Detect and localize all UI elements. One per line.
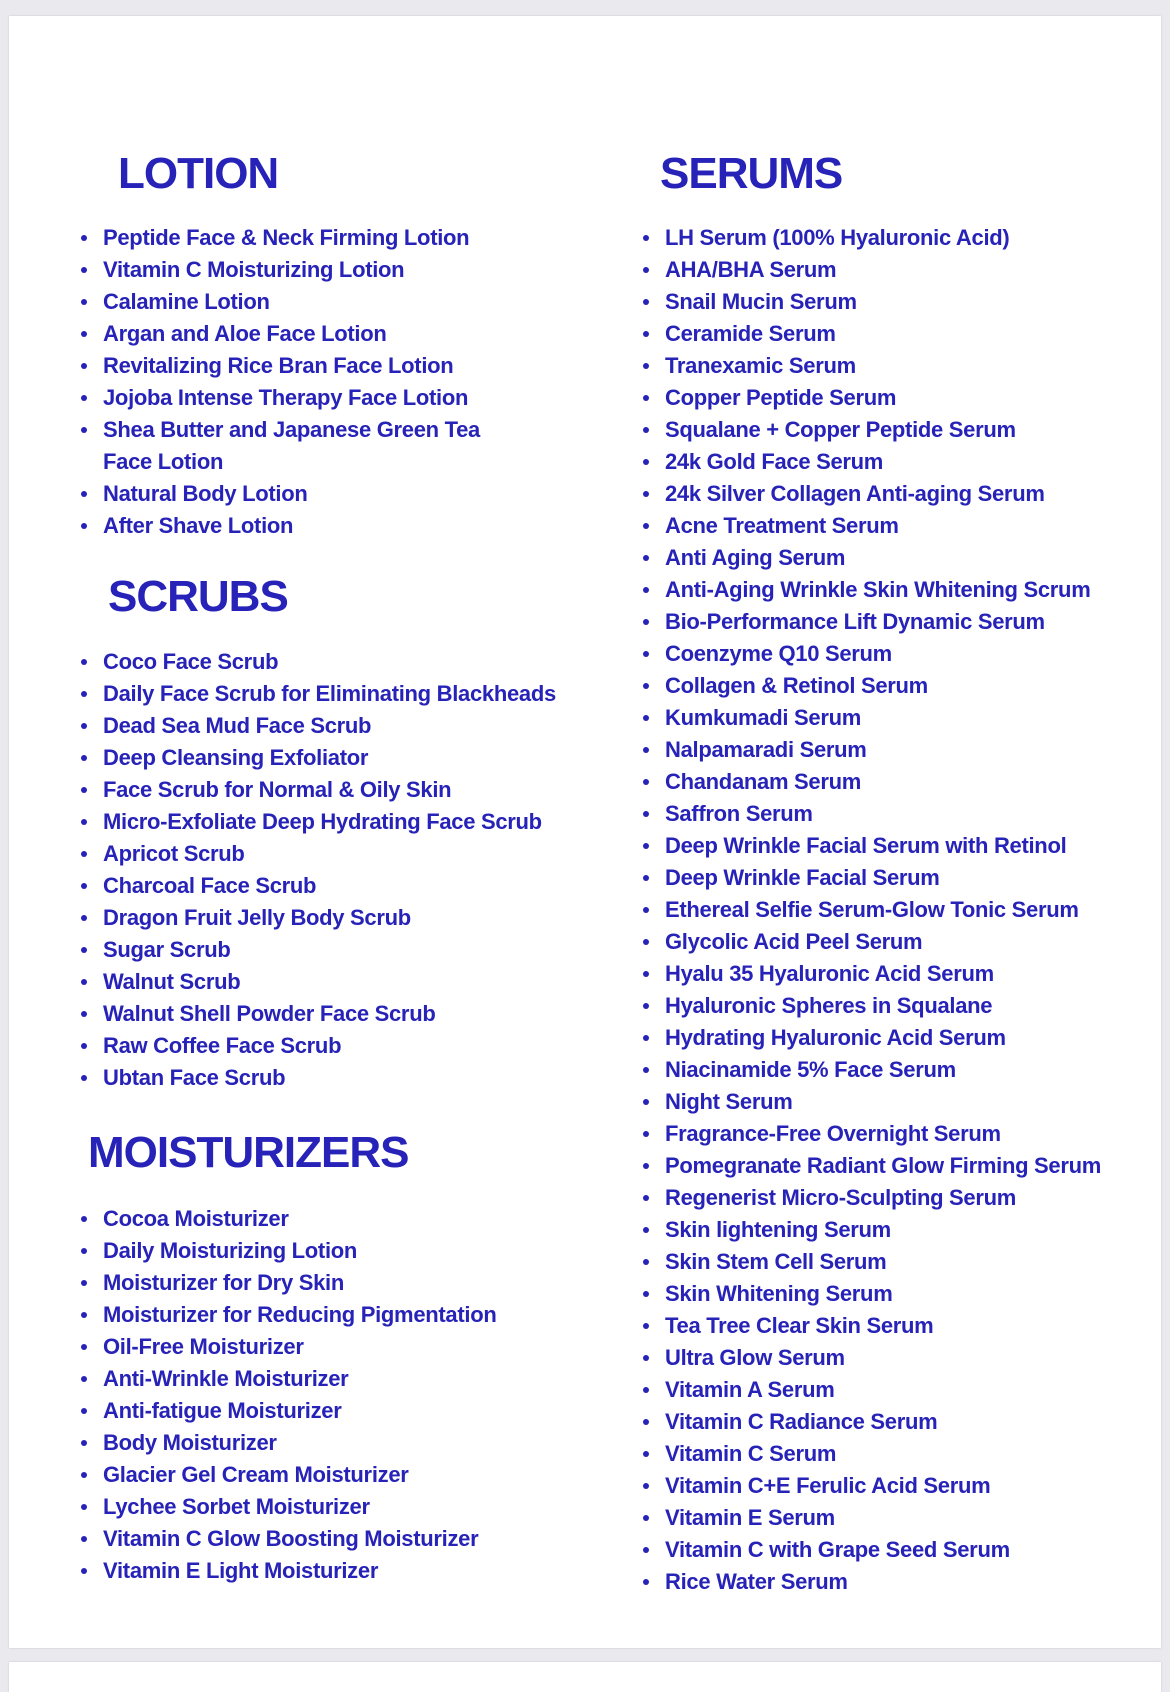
list-item: Moisturizer for Reducing Pigmentation <box>81 1299 601 1331</box>
serums-list <box>643 222 1153 1598</box>
list-item: Fragrance-Free Overnight Serum <box>643 1118 1153 1150</box>
list-item: Deep Wrinkle Facial Serum with Retinol <box>643 830 1153 862</box>
moisturizers-heading: MOISTURIZERS <box>88 1128 409 1177</box>
list-item: Saffron Serum <box>643 798 1153 830</box>
list-item: Vitamin C Moisturizing Lotion <box>81 254 521 286</box>
list-item: Copper Peptide Serum <box>643 382 1153 414</box>
list-item: Glacier Gel Cream Moisturizer <box>81 1459 601 1491</box>
list-item: Rice Water Serum <box>643 1566 1153 1598</box>
list-item: Deep Wrinkle Facial Serum <box>643 862 1153 894</box>
list-item: Anti-fatigue Moisturizer <box>81 1395 601 1427</box>
list-item: Raw Coffee Face Scrub <box>81 1030 601 1062</box>
list-item: Vitamin C Serum <box>643 1438 1153 1470</box>
list-item: Ceramide Serum <box>643 318 1153 350</box>
list-item: 24k Silver Collagen Anti-aging Serum <box>643 478 1153 510</box>
list-item: Walnut Shell Powder Face Scrub <box>81 998 601 1030</box>
list-item: Jojoba Intense Therapy Face Lotion <box>81 382 521 414</box>
list-item: Anti-Wrinkle Moisturizer <box>81 1363 601 1395</box>
list-item: Ethereal Selfie Serum-Glow Tonic Serum <box>643 894 1153 926</box>
list-item: Peptide Face & Neck Firming Lotion <box>81 222 521 254</box>
scrubs-list <box>81 646 601 1094</box>
list-item: Vitamin C+E Ferulic Acid Serum <box>643 1470 1153 1502</box>
list-item: Pomegranate Radiant Glow Firming Serum <box>643 1150 1153 1182</box>
list-item: Argan and Aloe Face Lotion <box>81 318 521 350</box>
list-item: Vitamin E Light Moisturizer <box>81 1555 601 1587</box>
list-item: Ubtan Face Scrub <box>81 1062 601 1094</box>
list-item: Micro-Exfoliate Deep Hydrating Face Scrub <box>81 806 601 838</box>
serums-heading: SERUMS <box>660 149 843 198</box>
list-item: Oil-Free Moisturizer <box>81 1331 601 1363</box>
list-item: Vitamin E Serum <box>643 1502 1153 1534</box>
list-item: Bio-Performance Lift Dynamic Serum <box>643 606 1153 638</box>
list-item: Vitamin A Serum <box>643 1374 1153 1406</box>
list-item: Hyalu 35 Hyaluronic Acid Serum <box>643 958 1153 990</box>
list-item: Daily Moisturizing Lotion <box>81 1235 601 1267</box>
list-item: Charcoal Face Scrub <box>81 870 601 902</box>
moisturizers-list <box>81 1203 601 1587</box>
list-item: Deep Cleansing Exfoliator <box>81 742 601 774</box>
list-item: Tea Tree Clear Skin Serum <box>643 1310 1153 1342</box>
list-item: Vitamin C with Grape Seed Serum <box>643 1534 1153 1566</box>
list-item: Daily Face Scrub for Eliminating Blackheads <box>81 678 601 710</box>
list-item: Skin Stem Cell Serum <box>643 1246 1153 1278</box>
list-item: Dead Sea Mud Face Scrub <box>81 710 601 742</box>
list-item: Calamine Lotion <box>81 286 521 318</box>
list-item: Face Scrub for Normal & Oily Skin <box>81 774 601 806</box>
list-item: Hyaluronic Spheres in Squalane <box>643 990 1153 1022</box>
list-item: Kumkumadi Serum <box>643 702 1153 734</box>
list-item: Dragon Fruit Jelly Body Scrub <box>81 902 601 934</box>
list-item: Niacinamide 5% Face Serum <box>643 1054 1153 1086</box>
list-item: Coco Face Scrub <box>81 646 601 678</box>
list-item: Shea Butter and Japanese Green Tea Face Lotion <box>81 414 521 478</box>
list-item: After Shave Lotion <box>81 510 521 542</box>
lotion-heading: LOTION <box>118 149 279 198</box>
list-item: Hydrating Hyaluronic Acid Serum <box>643 1022 1153 1054</box>
list-item: LH Serum (100% Hyaluronic Acid) <box>643 222 1153 254</box>
list-item: Squalane + Copper Peptide Serum <box>643 414 1153 446</box>
list-item: Glycolic Acid Peel Serum <box>643 926 1153 958</box>
scrubs-heading: SCRUBS <box>108 572 288 621</box>
list-item: Anti-Aging Wrinkle Skin Whitening Scrum <box>643 574 1153 606</box>
list-item: Coenzyme Q10 Serum <box>643 638 1153 670</box>
document-page <box>9 16 1161 1648</box>
list-item: Chandanam Serum <box>643 766 1153 798</box>
list-item: Cocoa Moisturizer <box>81 1203 601 1235</box>
list-item: Skin Whitening Serum <box>643 1278 1153 1310</box>
next-page-edge <box>9 1662 1161 1692</box>
list-item: Moisturizer for Dry Skin <box>81 1267 601 1299</box>
lotion-list <box>81 222 521 542</box>
list-item: Vitamin C Glow Boosting Moisturizer <box>81 1523 601 1555</box>
list-item: Body Moisturizer <box>81 1427 601 1459</box>
list-item: Snail Mucin Serum <box>643 286 1153 318</box>
list-item: Tranexamic Serum <box>643 350 1153 382</box>
list-item: 24k Gold Face Serum <box>643 446 1153 478</box>
list-item: Sugar Scrub <box>81 934 601 966</box>
list-item: Night Serum <box>643 1086 1153 1118</box>
list-item: Acne Treatment Serum <box>643 510 1153 542</box>
list-item: Collagen & Retinol Serum <box>643 670 1153 702</box>
list-item: Regenerist Micro-Sculpting Serum <box>643 1182 1153 1214</box>
list-item: Ultra Glow Serum <box>643 1342 1153 1374</box>
list-item: AHA/BHA Serum <box>643 254 1153 286</box>
list-item: Natural Body Lotion <box>81 478 521 510</box>
list-item: Lychee Sorbet Moisturizer <box>81 1491 601 1523</box>
list-item: Anti Aging Serum <box>643 542 1153 574</box>
list-item: Revitalizing Rice Bran Face Lotion <box>81 350 521 382</box>
list-item: Vitamin C Radiance Serum <box>643 1406 1153 1438</box>
list-item: Apricot Scrub <box>81 838 601 870</box>
list-item: Nalpamaradi Serum <box>643 734 1153 766</box>
list-item: Skin lightening Serum <box>643 1214 1153 1246</box>
list-item: Walnut Scrub <box>81 966 601 998</box>
